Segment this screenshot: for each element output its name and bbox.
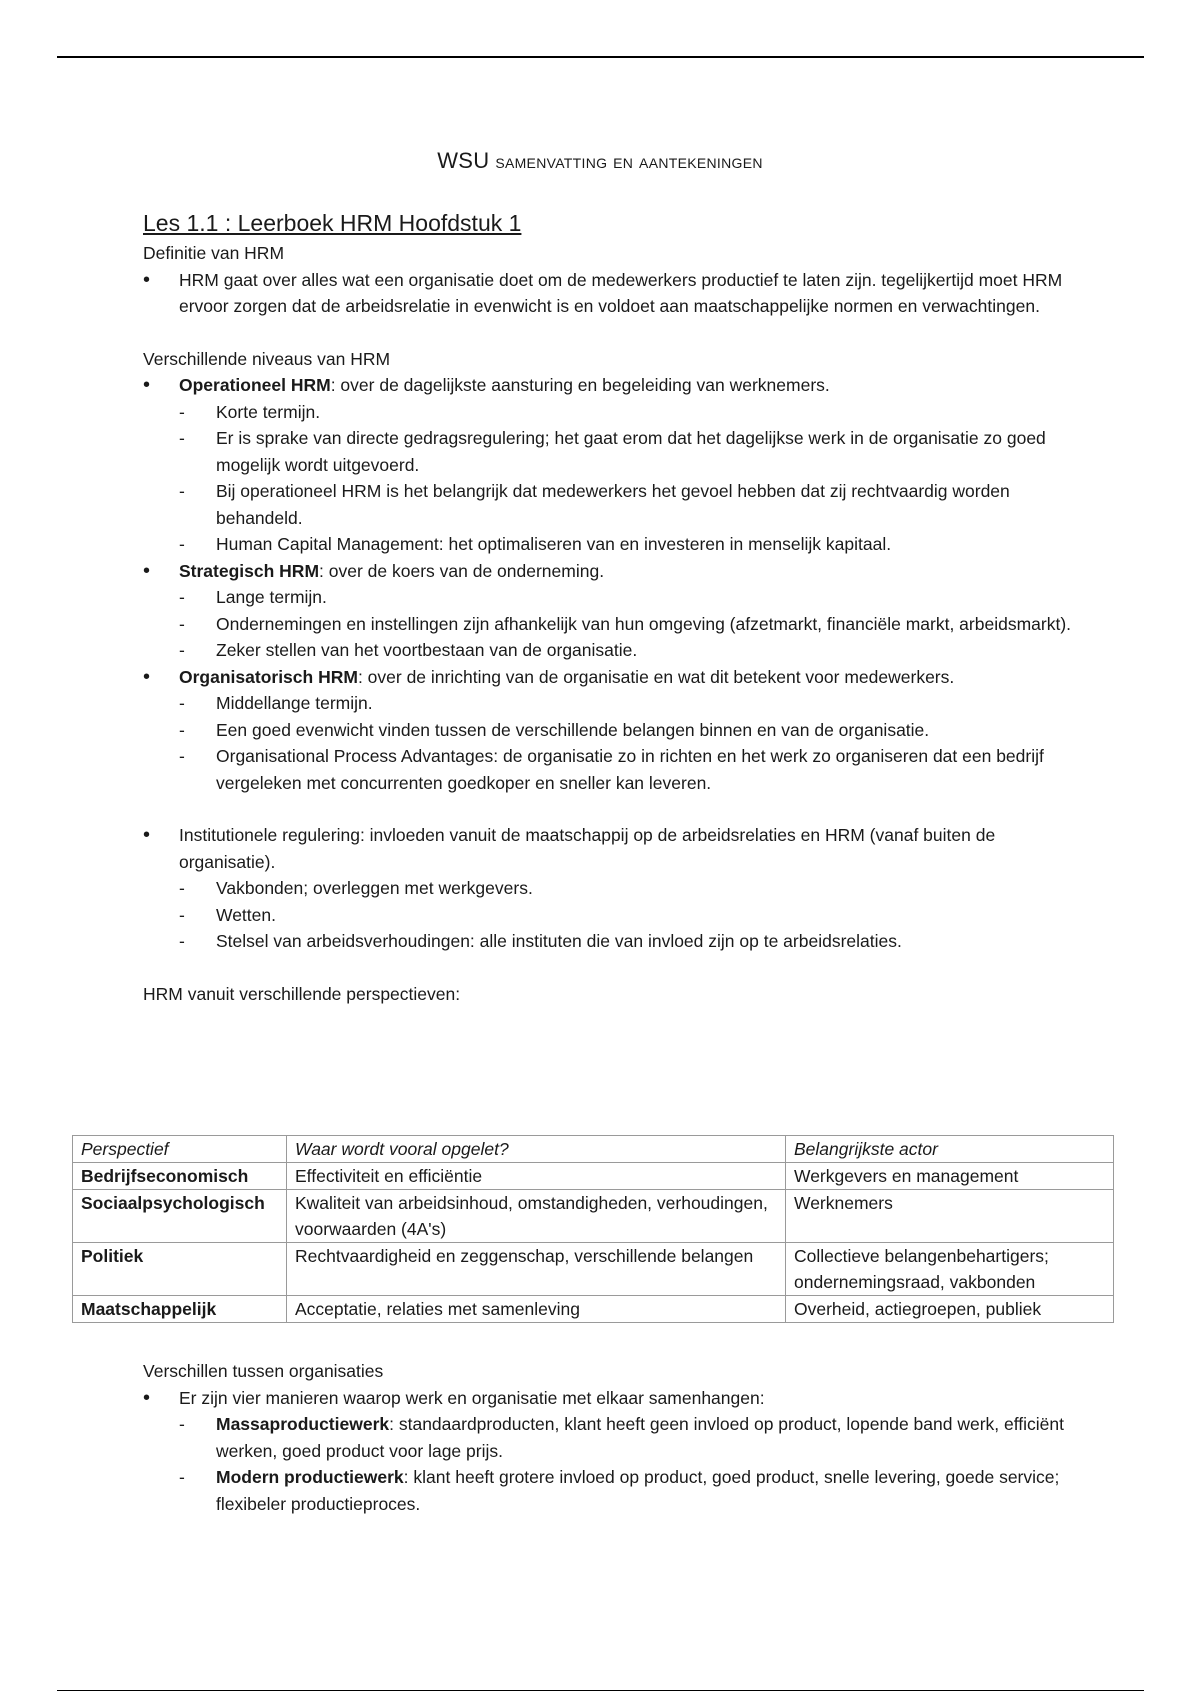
perspectives-table [72, 1135, 1114, 1323]
sub-list [179, 1411, 1073, 1517]
table-cell: Politiek [73, 1243, 287, 1296]
section-heading: Les 1.1 : Leerboek HRM Hoofdstuk 1 [143, 210, 522, 236]
definition-bullet: • HRM gaat over alles wat een organisatie doet om de medewerkers productief te laten zijn. tegelijkertijd moet HRM ervoor zorgen dat de arbeidsrelatie in evenwicht is en voldoet aan maatschappelijke normen en verwachtingen. [143, 267, 1073, 320]
sub-item: - Vakbonden; overleggen met werkgevers. [179, 875, 1073, 902]
differences-label: Verschillen tussen organisaties [143, 1361, 384, 1381]
sub-list [179, 584, 1073, 664]
institutional-list [143, 822, 1073, 955]
level-term: Operationeel HRM [179, 375, 331, 395]
level-term: Organisatorisch HRM [179, 666, 358, 687]
table-cell: Overheid, actiegroepen, publiek [786, 1296, 1114, 1323]
sub-item [179, 1411, 1073, 1464]
differences-text: Er zijn vier manieren waarop werk en organisatie met elkaar samenhangen: [179, 1387, 765, 1408]
sub-term: Massaproductiewerk [216, 1414, 390, 1434]
table-header-cell: Perspectief [73, 1136, 287, 1163]
table-cell: Sociaalpsychologisch [73, 1190, 287, 1243]
institutional-text: Institutionele regulering: invloeden vanuit de maatschappij op de arbeidsrelaties en HRM (vanaf buiten de organisatie). [179, 825, 996, 872]
sub-item: - Een goed evenwicht vinden tussen de verschillende belangen binnen en van de organisatie. [179, 717, 1073, 744]
table-cell: Collectieve belangenbehartigers; ondernemingsraad, vakbonden [786, 1243, 1114, 1296]
table-header-cell: Waar wordt vooral opgelet? [287, 1136, 786, 1163]
header-rule [57, 56, 1144, 58]
level-strategic [143, 558, 1073, 664]
table-row [73, 1296, 1114, 1323]
sub-item: - Middellange termijn. [179, 690, 1073, 717]
levels-list [143, 372, 1073, 796]
level-term: Strategisch HRM [179, 560, 320, 581]
sub-item: - Wetten. [179, 902, 1073, 929]
differences-list [143, 1385, 1073, 1518]
sub-text: : klant heeft grotere invloed op product, goed product, snelle levering, goede service; flexibeler productieproces. [216, 1467, 1060, 1514]
table-header-cell: Belangrijkste actor [786, 1136, 1114, 1163]
document-title [0, 148, 1200, 174]
perspectives-label: HRM vanuit verschillende perspectieven: [143, 983, 461, 1004]
sub-text: : standaardproducten, klant heeft geen invloed op product, lopende band werk, efficiënt werken, goed product voor lage prijs. [216, 1414, 1064, 1461]
sub-item: - Lange termijn. [179, 584, 1073, 611]
footer-rule [57, 1690, 1144, 1691]
sub-item: - Ondernemingen en instellingen zijn afhankelijk van hun omgeving (afzetmarkt, financiële markt, arbeidsmarkt). [179, 611, 1073, 638]
perspectives-table-wrap [72, 1135, 1114, 1323]
levels-label: Verschillende niveaus van HRM [143, 348, 391, 369]
table-cell: Bedrijfseconomisch [73, 1163, 287, 1190]
level-text: : over de koers van de onderneming. [319, 560, 605, 581]
sub-item: - Bij operationeel HRM is het belangrijk dat medewerkers het gevoel hebben dat zij rechtvaardig worden behandeld. [179, 478, 1073, 531]
sub-item: - Human Capital Management: het optimaliseren van en investeren in menselijk kapitaal. [179, 531, 1073, 558]
definition-label: Definitie van HRM [143, 243, 285, 263]
table-row [73, 1243, 1114, 1296]
table-cell: Acceptatie, relaties met samenleving [287, 1296, 786, 1323]
table-cell: Effectiviteit en efficiëntie [287, 1163, 786, 1190]
sub-item: - Korte termijn. [179, 399, 1073, 426]
sub-item: - Organisational Process Advantages: de organisatie zo in richten en het werk zo organiseren dat een bedrijf vergeleken met concurrenten goedkoper en sneller kan leveren. [179, 743, 1073, 796]
table-cell: Werkgevers en management [786, 1163, 1114, 1190]
sub-item: - Zeker stellen van het voortbestaan van de organisatie. [179, 637, 1073, 664]
table-row [73, 1190, 1114, 1243]
differences-section [143, 1358, 1073, 1517]
differences-bullet [143, 1385, 1073, 1518]
table-cell: Kwaliteit van arbeidsinhoud, omstandigheden, verhoudingen, voorwaarden (4A's) [287, 1190, 786, 1243]
institutional-bullet [143, 822, 1073, 955]
title-rest: samenvatting en aantekeningen [495, 151, 763, 173]
table-cell: Maatschappelijk [73, 1296, 287, 1323]
sub-term: Modern productiewerk [216, 1467, 404, 1487]
title-first-word: WSU [437, 148, 490, 173]
table-cell: Werknemers [786, 1190, 1114, 1243]
main-content [143, 208, 1073, 1007]
sub-item: - Stelsel van arbeidsverhoudingen: alle instituten die van invloed zijn op te arbeidsrelaties. [179, 928, 1073, 955]
sub-list [179, 690, 1073, 796]
table-cell: Rechtvaardigheid en zeggenschap, verschillende belangen [287, 1243, 786, 1296]
level-text: : over de dagelijkste aansturing en begeleiding van werknemers. [330, 375, 830, 395]
sub-item [179, 1464, 1073, 1517]
level-organisational [143, 664, 1073, 797]
table-row [73, 1163, 1114, 1190]
level-text: : over de inrichting van de organisatie en wat dit betekent voor medewerkers. [357, 666, 955, 687]
level-operational [143, 372, 1073, 558]
sub-list [179, 399, 1073, 558]
table-header-row [73, 1136, 1114, 1163]
sub-list [179, 875, 1073, 955]
definition-list [143, 267, 1073, 320]
sub-item: - Er is sprake van directe gedragsregulering; het gaat erom dat het dagelijkse werk in de organisatie zo goed mogelijk wordt uitgevoerd. [179, 425, 1073, 478]
